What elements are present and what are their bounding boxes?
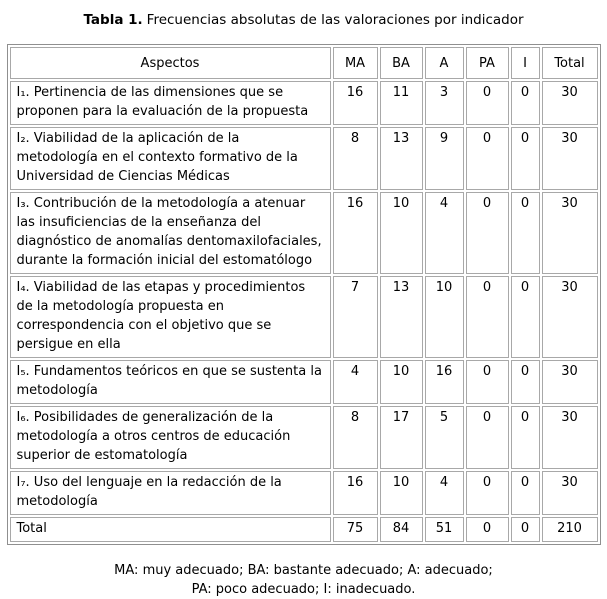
value-cell-ba: 10 (380, 471, 423, 515)
table-row-i1 (10, 81, 598, 125)
value-cell-total: 30 (542, 276, 598, 358)
value-cell-pa: 0 (466, 127, 509, 190)
table-caption-label: Tabla 1. (83, 12, 143, 28)
value-cell-ma: 8 (333, 127, 378, 190)
value-cell-ma: 16 (333, 192, 378, 274)
legend-line-1: MA: muy adecuado; BA: bastante adecuado; A: adecuado; (114, 563, 493, 578)
value-cell-ba: 13 (380, 127, 423, 190)
value-cell-ma: 8 (333, 406, 378, 469)
table-row-i5 (10, 360, 598, 404)
value-cell-i: 0 (511, 192, 540, 274)
table-row-i6 (10, 406, 598, 469)
abbreviations-legend (0, 561, 607, 599)
table-row-i3 (10, 192, 598, 274)
header-row (10, 47, 598, 79)
header-ma: MA (333, 47, 378, 79)
aspect-cell: I₃. Contribución de la metodología a atenuar las insuficiencias de la enseñanza del diagnóstico de anomalías dentomaxilofaciales, durante la formación inicial del estomatólogo (10, 192, 331, 274)
aspect-cell: I₁. Pertinencia de las dimensiones que se proponen para la evaluación de la propuesta (10, 81, 331, 125)
value-cell-pa: 0 (466, 471, 509, 515)
value-cell-pa: 0 (466, 81, 509, 125)
table-row-i2 (10, 127, 598, 190)
header-pa: PA (466, 47, 509, 79)
value-cell-ba: 10 (380, 192, 423, 274)
aspect-cell: I₄. Viabilidad de las etapas y procedimientos de la metodología propuesta en correspondencia con el objetivo que se persigue en ella (10, 276, 331, 358)
value-cell-ba: 13 (380, 276, 423, 358)
value-cell-ba: 84 (380, 517, 423, 542)
value-cell-ma: 7 (333, 276, 378, 358)
header-i: I (511, 47, 540, 79)
value-cell-a: 3 (425, 81, 464, 125)
table-caption-text: Frecuencias absolutas de las valoraciones por indicador (146, 12, 524, 28)
legend-line-2: PA: poco adecuado; I: inadecuado. (191, 582, 416, 597)
value-cell-a: 16 (425, 360, 464, 404)
value-cell-pa: 0 (466, 192, 509, 274)
header-aspectos: Aspectos (10, 47, 331, 79)
value-cell-pa: 0 (466, 406, 509, 469)
header-ba: BA (380, 47, 423, 79)
value-cell-total: 30 (542, 81, 598, 125)
value-cell-pa: 0 (466, 276, 509, 358)
header-a: A (425, 47, 464, 79)
value-cell-total: 30 (542, 127, 598, 190)
value-cell-total: 30 (542, 192, 598, 274)
aspect-cell: I₇. Uso del lenguaje en la redacción de la metodología (10, 471, 331, 515)
value-cell-a: 10 (425, 276, 464, 358)
value-cell-a: 9 (425, 127, 464, 190)
value-cell-a: 51 (425, 517, 464, 542)
value-cell-pa: 0 (466, 360, 509, 404)
value-cell-total: 30 (542, 360, 598, 404)
value-cell-i: 0 (511, 81, 540, 125)
value-cell-ba: 17 (380, 406, 423, 469)
value-cell-i: 0 (511, 127, 540, 190)
value-cell-a: 4 (425, 192, 464, 274)
value-cell-ma: 16 (333, 471, 378, 515)
value-cell-total: 30 (542, 406, 598, 469)
table-row-i7 (10, 471, 598, 515)
frequencies-table (7, 44, 601, 545)
table-caption (0, 11, 607, 29)
value-cell-ma: 4 (333, 360, 378, 404)
value-cell-ba: 11 (380, 81, 423, 125)
value-cell-i: 0 (511, 360, 540, 404)
value-cell-i: 0 (511, 471, 540, 515)
value-cell-ma: 75 (333, 517, 378, 542)
aspect-cell-total: Total (10, 517, 331, 542)
value-cell-pa: 0 (466, 517, 509, 542)
value-cell-i: 0 (511, 276, 540, 358)
value-cell-a: 4 (425, 471, 464, 515)
header-total: Total (542, 47, 598, 79)
value-cell-total: 30 (542, 471, 598, 515)
value-cell-ba: 10 (380, 360, 423, 404)
table-row-total (10, 517, 598, 542)
table-row-i4 (10, 276, 598, 358)
value-cell-i: 0 (511, 517, 540, 542)
aspect-cell: I₆. Posibilidades de generalización de la metodología a otros centros de educación superior de estomatología (10, 406, 331, 469)
value-cell-total: 210 (542, 517, 598, 542)
value-cell-a: 5 (425, 406, 464, 469)
value-cell-ma: 16 (333, 81, 378, 125)
aspect-cell: I₅. Fundamentos teóricos en que se sustenta la metodología (10, 360, 331, 404)
value-cell-i: 0 (511, 406, 540, 469)
aspect-cell: I₂. Viabilidad de la aplicación de la metodología en el contexto formativo de la Universidad de Ciencias Médicas (10, 127, 331, 190)
